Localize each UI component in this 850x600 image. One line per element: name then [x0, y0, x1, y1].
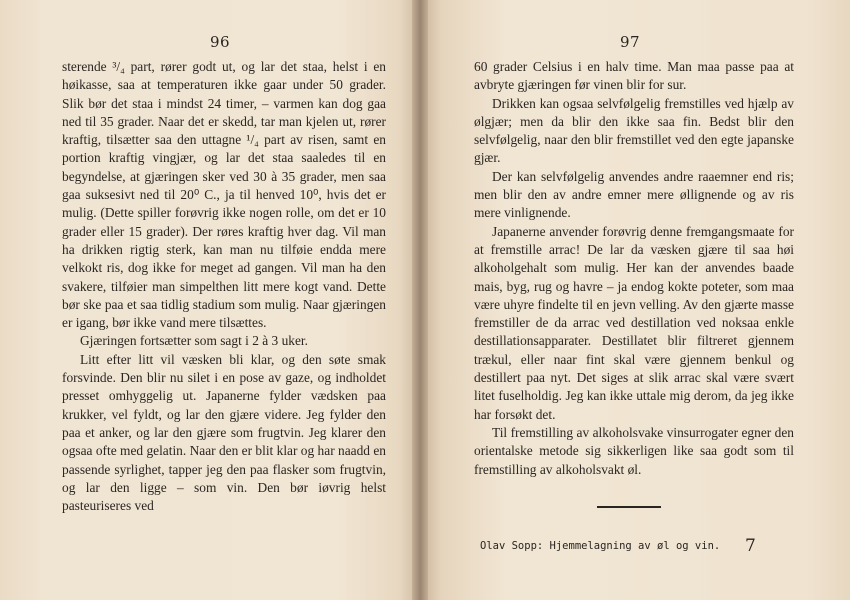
signature-number: 7: [745, 536, 756, 556]
left-page: [0, 0, 420, 600]
book-gutter: [412, 0, 428, 600]
paragraph: sterende ³/₄ part, rører godt ut, og lar det staa, helst i en høikasse, saa at temperaturen ikke gaar under 50 grader. Slik bør det staa i mindst 24 timer, – varmen kan dog gaa ned til 35 grader. Naar det er skedd, tar man kjelen ut, rører kraftig, tilsætter saa den uttagne ¹/₄ part av risen, samt en portion kraftig vingjær, og lar det staa saaledes til en begyndelse, at gjæringen sker ved 30 à 35 grader, men saa gaa suksesivt ned til 20⁰ C., ja til henved 10⁰, hvis det er mulig. (Dette spiller forøvrig ikke nogen rolle, om det er 10 grader eller 15 grader). Der røres kraftig hver dag. Vil man ha drikken rigtig sterk, kan man nu tilføie endda mere velkokt ris, dog ikke for meget ad gangen. Vil man ha den svakere, tilføier man simpelthen litt mere kogt vand. Dette bør ske paa et saa tidlig stadium som mulig. Naar gjæringen er igang, bør ikke vand mere tilsættes.: [62, 59, 386, 331]
section-divider: [597, 506, 661, 508]
paragraph: Gjæringen fortsætter som sagt i 2 à 3 uker.: [80, 333, 308, 349]
paragraph: Der kan selvfølgelig anvendes andre raaemner end ris; men blir den av andre emner mere øllignende og av ris mere vinlignende.: [474, 168, 794, 221]
paragraph: 60 grader Celsius i en halv time. Man maa passe paa at avbryte gjæringen før vinen blir for sur.: [474, 59, 794, 93]
paragraph: Til fremstilling av alkoholsvake vinsurrogater egner den orientalske metode sig sikkerligen like saa godt som til fremstilling av alkoholsvakt øl.: [474, 424, 794, 477]
page-number-right: 97: [620, 33, 641, 51]
right-page: [420, 0, 850, 600]
page-footer: Olav Sopp: Hjemmelagning av øl og vin.: [480, 540, 721, 552]
paragraph: Japanerne anvender forøvrig denne fremgangsmaate for at fremstille arrac! De lar da væsken gjære til saa høi alkoholgehalt som mulig. Her kan der anvendes baade mais, byg, rug og havre – ja endog kokte poteter, som maa være uhyre findelte til en jevn velling. Av den gjærte masse fremstiller de da arrac ved destillation ved noksaa enkle destillationsapparater. Destillatet blir filtreret gjennem trækul, eller naar fint skal være gjennem benkul og destillert paa nyt. Det siges at slik arrac skal være svært litet fuselholdig. Jeg kan ikke uttale mig derom, da jeg ikke har forsøkt det.: [474, 223, 794, 422]
paragraph: Drikken kan ogsaa selvfølgelig fremstilles ved hjælp av ølgjær; men da blir den ikke saa fin. Bedst blir den selvfølgelig, naar den blir fremstillet ved den egte japanske gjær.: [474, 95, 794, 166]
left-page-text: [62, 58, 386, 515]
paragraph: Litt efter litt vil væsken bli klar, og den søte smak forsvinde. Den blir nu silet i en pose av gaze, og indholdet presset omhyggelig ut. Japanerne fylder vædsken paa krukker, vel fyldt, og lar den gjære videre. Jeg fylder den paa et anker, og lar den gjære som frugtvin. Jeg klarer den ogsaa ofte med gelatin. Naar den er blit klar og har naadd en passende syrlighet, tapper jeg den paa flasker som frugtvin, og lar den ligge – som vin. Den bør iøvrig helst pasteuriseres ved: [62, 351, 386, 514]
right-page-text: [474, 58, 794, 479]
page-number-left: 96: [210, 33, 231, 51]
